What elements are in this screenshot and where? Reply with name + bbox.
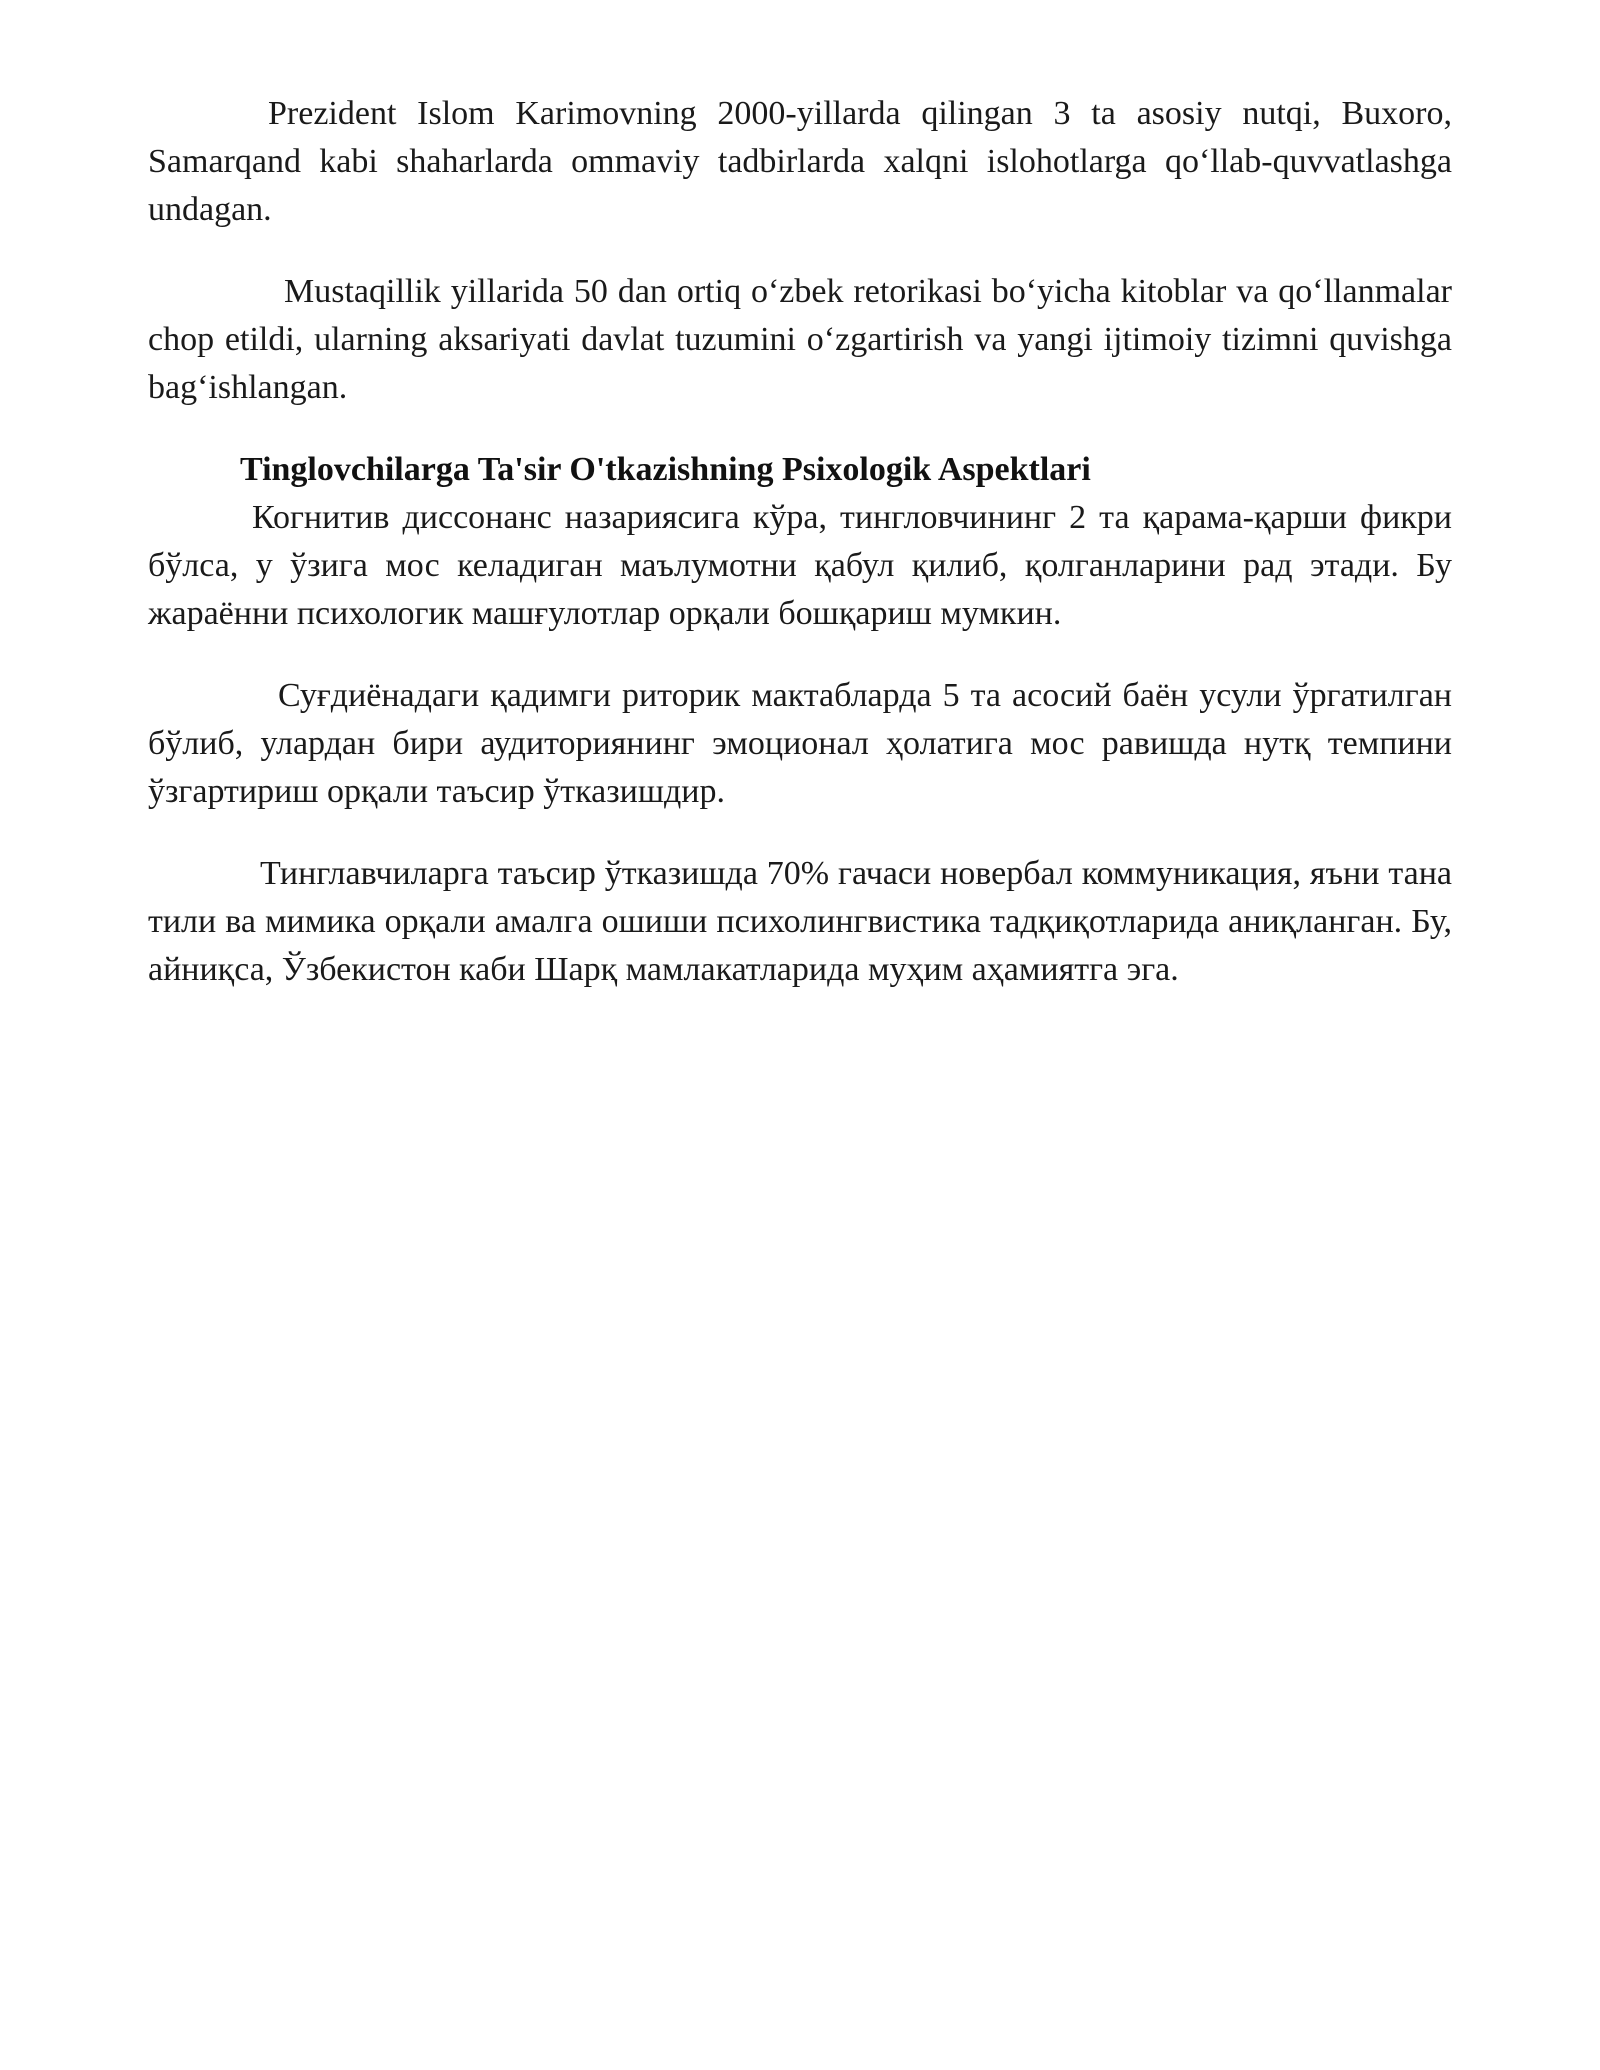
paragraph-rhetoric-books: Mustaqillik yillarida 50 dan ortiq o‘zbek retorikasi bo‘yicha kitoblar va qo‘llanmalar chop etildi, ularning aksariyati davlat tuzumini o‘zgartirish va yangi ijtimoiy tizimni quvishga bag‘ishlangan. — [148, 273, 1452, 406]
paragraph-nonverbal-communication: Тинглавчиларга таъсир ўтказишда 70% гачаси новербал коммуникация, яъни тана тили ва мимика орқали амалга ошиши психолингвистика тадқиқотларида аниқланган. Бу, айниқса, Ўзбекистон каби Шарқ мамлакатларида муҳим аҳамиятга эга. — [148, 855, 1452, 988]
section-heading: Tinglovchilarga Ta'sir O'tkazishning Psixologik Aspektlari — [240, 451, 1091, 488]
document-page — [148, 90, 1452, 1028]
paragraph-cognitive-dissonance: Когнитив диссонанс назариясига кўра, тингловчининг 2 та қарама-қарши фикри бўлса, у ўзига мос келадиган маълумотни қабул қилиб, қолганларини рад этади. Бу жараённи психологик машғулотлар орқали бошқариш мумкин. — [148, 499, 1452, 632]
paragraph-karimov-speeches: Prezident Islom Karimovning 2000-yillarda qilingan 3 ta asosiy nutqi, Buxoro, Samarqand kabi shaharlarda ommaviy tadbirlarda xalqni islohotlarga qo‘llab-quvvatlashga undagan. — [148, 95, 1452, 228]
paragraph-sogdian-schools: Суғдиёнадаги қадимги риторик мактабларда 5 та асосий баён усули ўргатилган бўлиб, улардан бири аудиториянинг эмоционал ҳолатига мос равишда нутқ темпини ўзгартириш орқали таъсир ўтказишдир. — [148, 677, 1452, 810]
